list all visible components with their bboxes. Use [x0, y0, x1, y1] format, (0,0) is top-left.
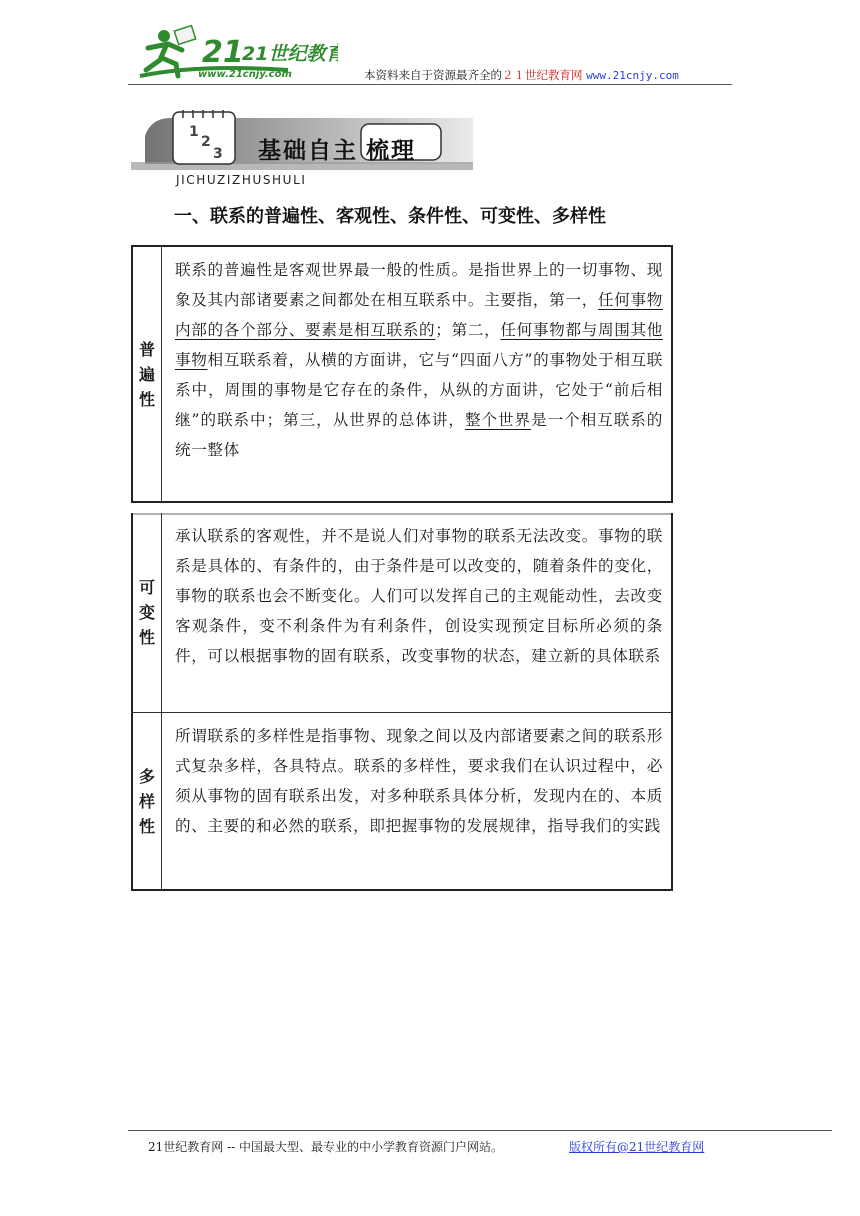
row-label-variability: 可 变 性 [133, 513, 162, 712]
logo-url: www.21cnjy.com [198, 69, 292, 80]
svg-text:3: 3 [213, 146, 223, 162]
svg-text:1: 1 [189, 124, 199, 140]
row-label-universality: 普 遍 性 [133, 247, 162, 501]
footer-rule [128, 1130, 832, 1131]
site-logo[interactable] [138, 24, 338, 82]
banner-title-tail: 梳理 [366, 138, 416, 164]
banner-title [258, 132, 416, 165]
table-row [133, 513, 671, 712]
table-row [133, 247, 671, 501]
variability-text: 承认联系的客观性，并不是说人们对事物的联系无法改变。事物的联系是具体的、有条件的，由于条件是可以改变的，随着条件的变化，事物的联系也会不断变化。人们可以发挥自己的主观能动性，去改变客观条件，变不利条件为有利条件，创设实现预定目标所必须的条件，可以根据事物的固有联系，改变事物的状态，建立新的具体联系 [175, 527, 663, 665]
table-row [133, 713, 671, 889]
banner-title-main: 基础自主 [258, 138, 358, 164]
header-note-url[interactable]: www.21cnjy.com [586, 69, 679, 82]
header-rule [128, 84, 732, 85]
table-universality [131, 245, 673, 503]
row-label-diversity: 多 样 性 [133, 713, 162, 889]
footer-copyright-link[interactable]: 版权所有@21世纪教育网 [569, 1140, 705, 1154]
calendar-icon [173, 110, 235, 164]
banner-pinyin: JICHUZIZHUSHULI [176, 173, 307, 187]
header-note-prefix: 本资料来自于资源最齐全的 [364, 68, 502, 82]
section-heading: 一、联系的普遍性、客观性、条件性、可变性、多样性 [174, 206, 606, 227]
table-variability-diversity [131, 513, 673, 891]
svg-text:2: 2 [201, 134, 211, 150]
logo-number: 21 [202, 35, 244, 70]
header-note-site[interactable]: ２１世纪教育网 [502, 68, 583, 82]
footer-slogan: 21世纪教育网 -- 中国最大型、最专业的中小学教育资源门户网站。 [148, 1140, 504, 1154]
logo-title: 21世纪教育 [242, 43, 338, 65]
diversity-text: 所谓联系的多样性是指事物、现象之间以及内部诸要素之间的联系形式复杂多样，各具特点。联系的多样性，要求我们在认识过程中，必须从事物的固有联系出发，对多种联系具体分析，发现内在的、本质的、主要的和必然的联系，即把握事物的发展规律，指导我们的实践 [175, 727, 663, 835]
universality-text: 联系的普遍性是客观世界最一般的性质。是指世界上的一切事物、现象及其内部诸要素之间都处在相互联系中。主要指，第一，任何事物内部的各个部分、要素是相互联系的；第二，任何事物都与周围其他事物相互联系着，从横的方面讲，它与“四面八方”的事物处于相互联系中，周围的事物是它存在的条件，从纵的方面讲，它处于“前后相继”的联系中；第三，从世界的总体讲，整个世界是一个相互联系的统一整体 [175, 261, 663, 459]
header-note [364, 67, 679, 83]
